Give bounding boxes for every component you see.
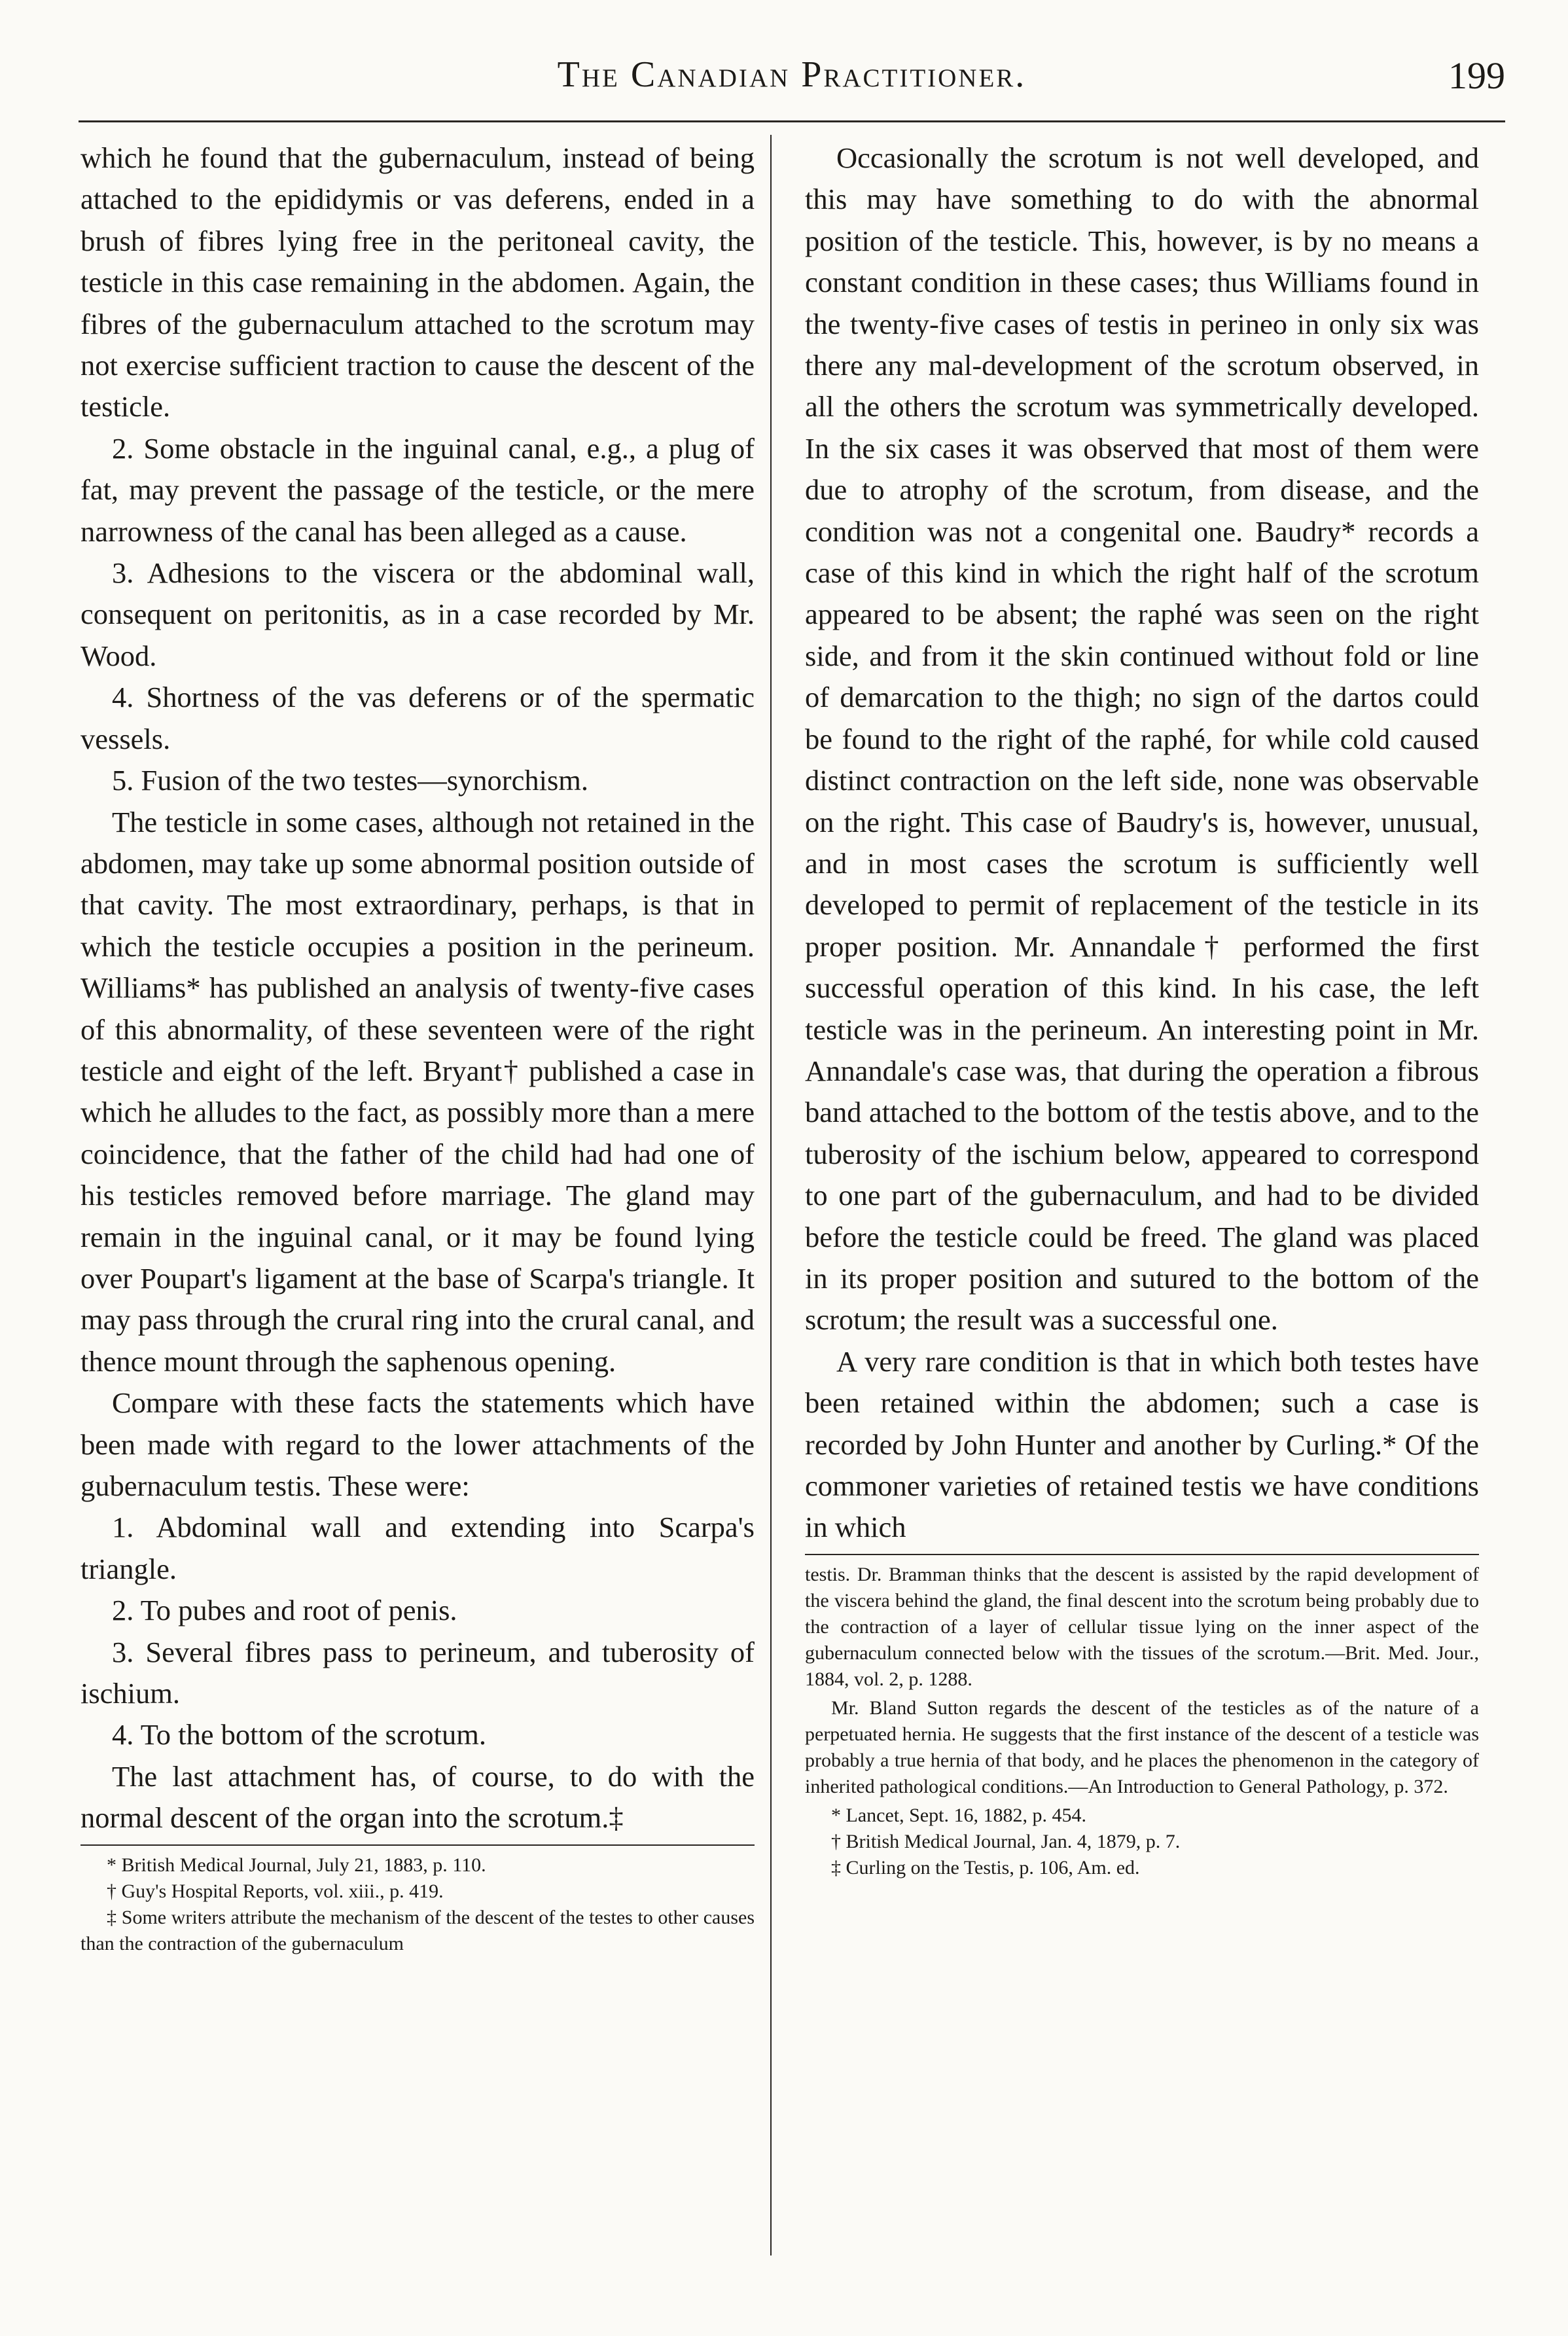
list-item: 4. To the bottom of the scrotum.	[112, 1718, 487, 1752]
footnote-rule	[80, 1844, 755, 1846]
paragraph: The testicle in some cases, although not retained in the abdomen, may take up some abnormal position outside of that cavity. The most extraordinary, perhaps, is that in which the testicle occupies a position in the perineum. Williams* has published an analysis of twenty-five cases of this abnormality, of these seventeen were of the right testicle and eight of the left. Bryant† published a case in which he alludes to the fact, as possibly more than a mere coincidence, that the father of the child had had one of his testicles removed before marriage. The gland may remain in the inguinal canal, or it may be found lying over Poupart's ligament at the base of Scarpa's triangle. It may pass through the crural ring into the crural canal, and thence mount through the saphenous opening.	[80, 805, 755, 1378]
header-rule	[79, 120, 1505, 122]
list-item: 3. Adhesions to the viscera or the abdominal wall, consequent on peritonitis, as in a case recorded by Mr. Wood.	[80, 556, 755, 672]
page-header	[79, 46, 1505, 106]
footnotes	[805, 1562, 1479, 1881]
footnote: * Lancet, Sept. 16, 1882, p. 454.	[831, 1804, 1086, 1826]
paragraph: A very rare condition is that in which both testes have been retained within the abdomen; such a case is recorded by John Hunter and another by Curling.* Of the commoner varieties of retained testis we have conditions in which	[805, 1344, 1479, 1544]
footnote: * British Medical Journal, July 21, 1883, p. 110.	[107, 1854, 486, 1876]
left-column	[80, 137, 755, 1957]
right-column	[805, 137, 1479, 1881]
footnote-continuation: testis. Dr. Bramman thinks that the descent is assisted by the rapid development of the viscera behind the gland, the final descent into the scrotum being probably due to the contraction of a layer of cellular tissue lying on the inner aspect of the gubernaculum connected below with the tissues of the scrotum.—Brit. Med. Jour., 1884, vol. 2, p. 1288.	[805, 1563, 1479, 1690]
paragraph: Occasionally the scrotum is not well developed, and this may have something to do with the abnormal position of the testicle. This, however, is by no means a constant condition in these cases; thus Williams found in the twenty-five cases of testis in perineo in only six was there any mal-development of the scrotum observed, in all the others the scrotum was symmetrically developed. In the six cases it was observed that most of them were due to atrophy of the scrotum, from disease, and the condition was not a congenital one. Baudry* records a case of this kind in which the right half of the scrotum appeared to be absent; the raphé was seen on the right side, and from it the skin continued without fold or line of demarcation to the thigh; no sign of the dartos could be found to the right of the raphé, for while cold caused distinct contraction on the left side, none was observable on the right. This case of Baudry's is, however, unusual, and in most cases the scrotum is sufficiently well developed to permit of replacement of the testicle in its proper position. Mr. Annandale† performed the first successful operation of this kind. In his case, the left testicle was in the perineum. An interesting point in Mr. Annandale's case was, that during the operation a fibrous band attached to the bottom of the testis above, and to the tuberosity of the ischium below, appeared to correspond to one part of the gubernaculum, and had to be divided before the testicle could be freed. The gland was placed in its proper position and sutured to the bottom of the scrotum; the result was a successful one.	[805, 141, 1479, 1337]
list-item: 4. Shortness of the vas deferens or of the spermatic vessels.	[80, 681, 755, 755]
list-item: 2. Some obstacle in the inguinal canal, e.g., a plug of fat, may prevent the passage of the testicle, or the mere narrowness of the canal has been alleged as a cause.	[80, 431, 755, 548]
paragraph: The last attachment has, of course, to do with the normal descent of the organ into the scrotum.‡	[80, 1759, 755, 1835]
list-item: 3. Several fibres pass to perineum, and tuberosity of ischium.	[80, 1635, 755, 1710]
column-divider	[770, 135, 772, 2255]
footnote-rule	[805, 1554, 1479, 1555]
paragraph: Compare with these facts the statements which have been made with regard to the lower attachments of the gubernaculum testis. These were:	[80, 1386, 755, 1502]
footnote: ‡ Curling on the Testis, p. 106, Am. ed.	[831, 1856, 1140, 1878]
footnote: ‡ Some writers attribute the mechanism of the descent of the testes to other causes than the contraction of the gubernaculum	[80, 1906, 755, 1954]
list-item: 1. Abdominal wall and extending into Scarpa's triangle.	[80, 1511, 755, 1585]
list-item: 2. To pubes and root of penis.	[112, 1594, 457, 1627]
footnotes	[80, 1852, 755, 1957]
footnote: † British Medical Journal, Jan. 4, 1879, p. 7.	[831, 1830, 1181, 1852]
footnote: † Guy's Hospital Reports, vol. xiii., p. 419.	[107, 1880, 444, 1902]
running-title: The Canadian Practitioner.	[557, 54, 1027, 95]
page-number: 199	[1448, 54, 1505, 97]
footnote: Mr. Bland Sutton regards the descent of the testicles as of the nature of a perpetuated hernia. He suggests that the first instance of the descent of a testicle was probably a true hernia of that body, and he places the phenomenon in the category of inherited pathological conditions.—An Introduction to General Pathology, p. 372.	[805, 1697, 1479, 1797]
paragraph: which he found that the gubernaculum, instead of being attached to the epididymis or vas deferens, ended in a brush of fibres lying free in the peritoneal cavity, the testicle in this case remaining in the abdomen. Again, the fibres of the gubernaculum attached to the scrotum may not exercise sufficient traction to cause the descent of the testicle.	[80, 141, 755, 423]
list-item: 5. Fusion of the two testes—synorchism.	[112, 764, 589, 797]
